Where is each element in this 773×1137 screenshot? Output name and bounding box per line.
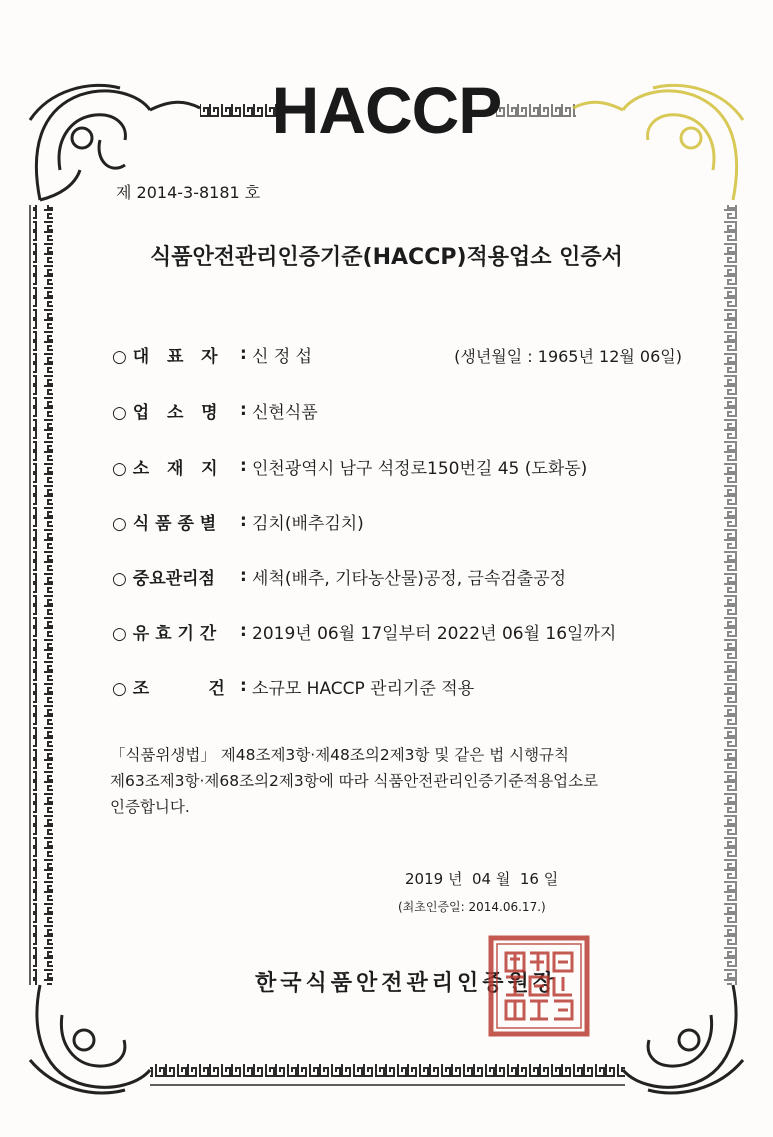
field-colon: : (240, 344, 247, 364)
corner-bottom-left (30, 985, 150, 1093)
field-colon: : (240, 566, 247, 586)
issuer-name: 한국식품안전관리인증원장 (254, 971, 559, 996)
field-value: 신 정 섭 (252, 346, 313, 367)
first-certification-date: (최초인증일: 2014.06.17.) (398, 900, 546, 914)
field-address (112, 452, 682, 480)
birth-date: (생년월일 : 1965년 12월 06일) (454, 347, 682, 366)
field-value: 소규모 HACCP 관리기준 적용 (252, 678, 475, 699)
field-value: 신현식품 (252, 402, 318, 423)
field-value: 인천광역시 남구 석정로150번길 45 (도화동) (252, 458, 588, 479)
field-label: ○ 대 표 자 (112, 346, 218, 367)
field-validity-period (112, 617, 682, 645)
field-colon: : (240, 400, 247, 420)
haccp-logo-title: HACCP (271, 73, 502, 147)
bottom-border (150, 1060, 625, 1080)
field-label: ○ 업 소 명 (112, 402, 218, 423)
document-title: 식품안전관리인증기준(HACCP)적용업소 인증서 (150, 245, 623, 270)
official-seal (488, 935, 590, 1037)
field-colon: : (240, 511, 247, 531)
corner-bottom-right (623, 985, 743, 1093)
issue-date: 2019 년 04 월 16 일 (405, 870, 559, 888)
field-label: ○ 중요관리점 (112, 568, 215, 589)
field-value: 2019년 06월 17일부터 2022년 06월 16일까지 (252, 623, 617, 644)
field-colon: : (240, 676, 247, 696)
field-label: ○ 소 재 지 (112, 458, 218, 479)
field-colon: : (240, 456, 247, 476)
certificate-number: 제 2014-3-8181 호 (116, 183, 261, 202)
field-label: ○ 유 효 기 간 (112, 623, 217, 644)
field-colon: : (240, 621, 247, 641)
right-border (718, 205, 738, 985)
field-label: ○ 조 건 (112, 678, 225, 699)
left-border (33, 205, 53, 985)
certification-statement: 「식품위생법」 제48조제3항·제48조의2제3항 및 같은 법 시행규칙 제63조제3항·제68조의2제3항에 따라 식품안전관리인증기준적용업소로 인증합니다. (110, 746, 599, 816)
field-label: ○ 식 품 종 별 (112, 513, 217, 534)
field-representative (112, 340, 682, 368)
field-conditions (112, 672, 682, 700)
field-value: 김치(배추김치) (252, 513, 364, 534)
field-food-type (112, 507, 682, 535)
field-value: 세척(배추, 기타농산물)공정, 금속검출공정 (252, 568, 567, 589)
field-critical-control-point (112, 562, 682, 590)
field-business-name (112, 396, 682, 424)
